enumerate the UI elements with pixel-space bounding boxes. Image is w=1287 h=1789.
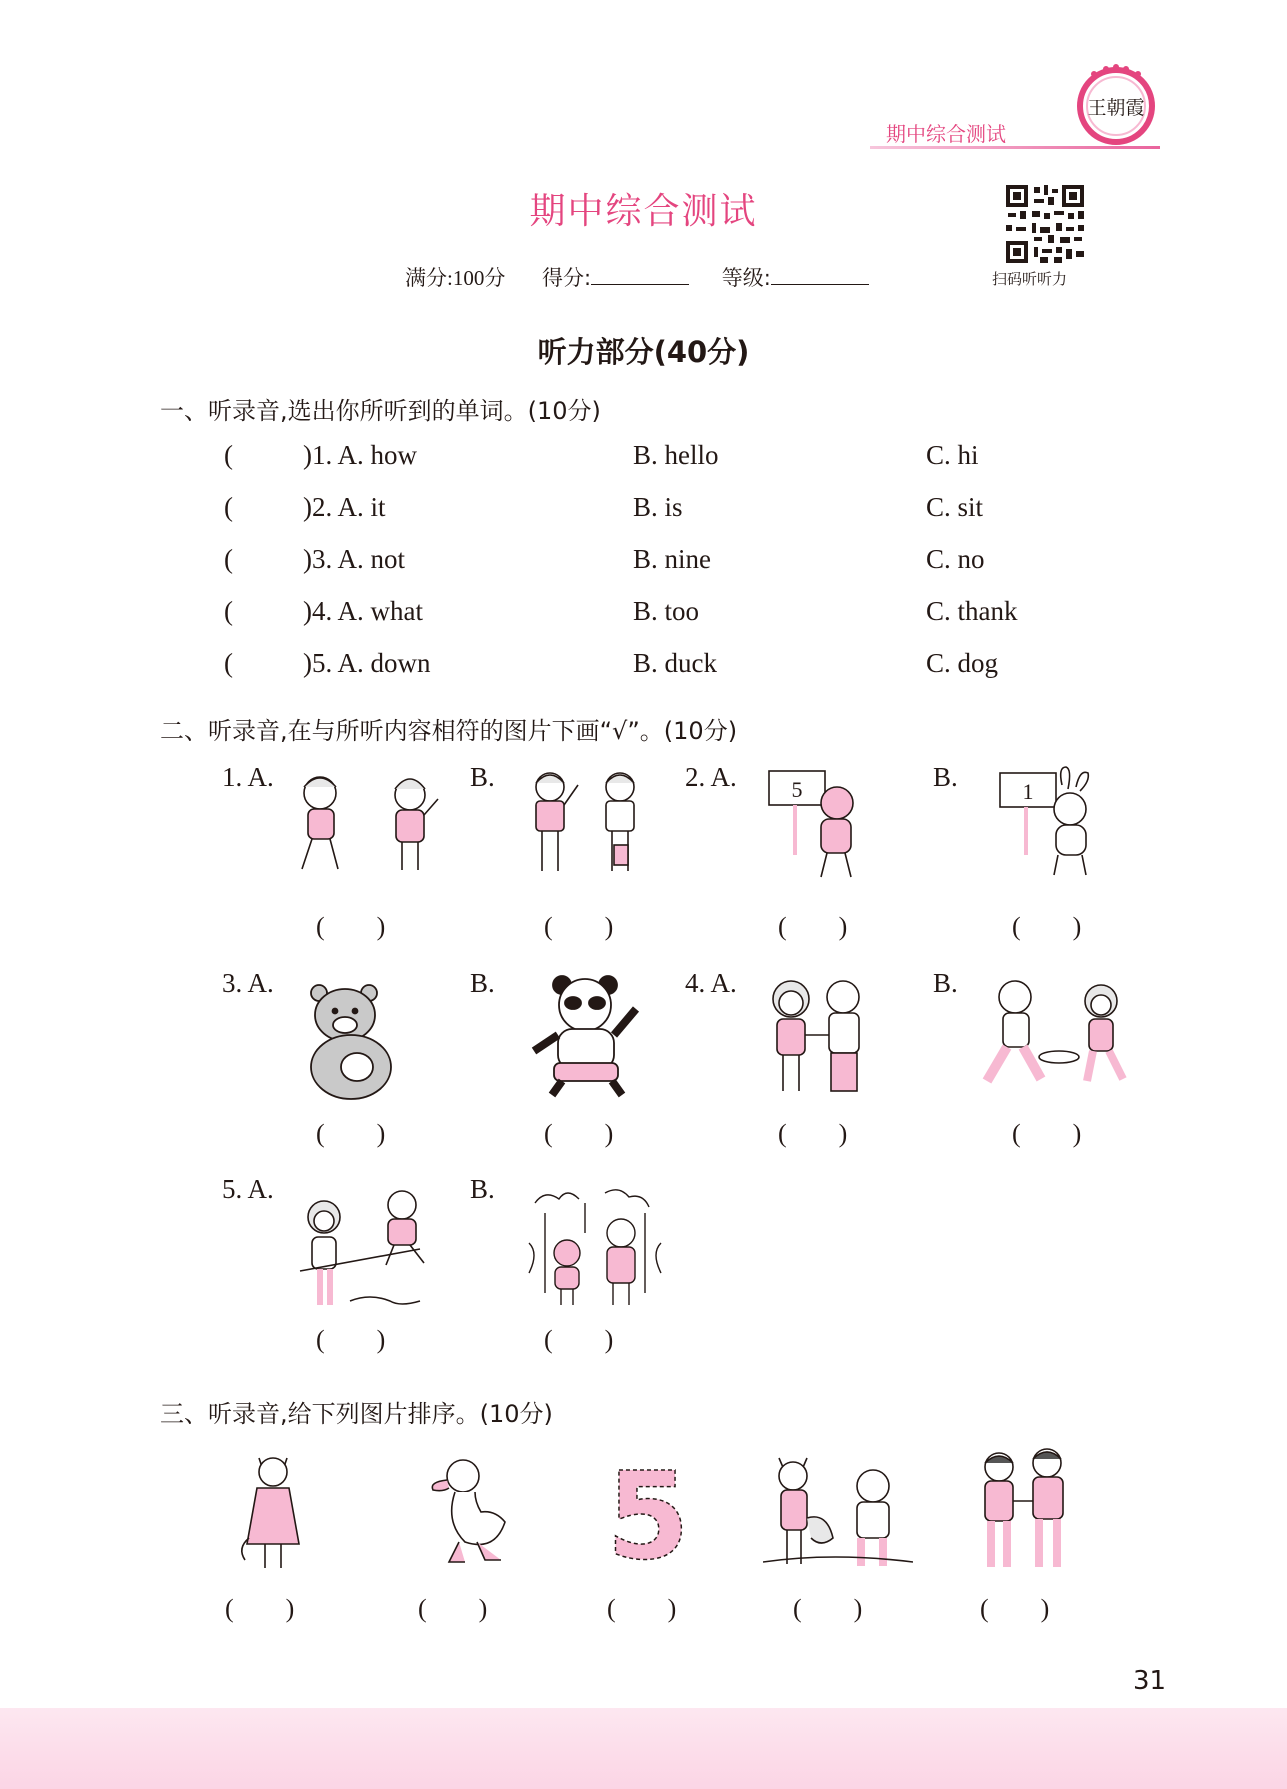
q2-answer-3b[interactable]: ( ) bbox=[544, 1119, 614, 1148]
grade-blank[interactable] bbox=[771, 266, 869, 285]
q1-item-4-option-c: C. thank bbox=[926, 596, 1018, 626]
q2-label-1a: 1. A. bbox=[222, 762, 274, 792]
q3-answer-2[interactable]: ( ) bbox=[418, 1594, 488, 1623]
score-blank[interactable] bbox=[591, 266, 689, 285]
q2-answer-1a[interactable]: ( ) bbox=[316, 912, 386, 941]
q1-heading: 一、听录音,选出你所听到的单词。(10分) bbox=[160, 397, 601, 425]
q2-picture-4b bbox=[975, 975, 1140, 1099]
q1-item-5-paren[interactable]: ( bbox=[224, 648, 233, 678]
grade-label: 等级: bbox=[721, 266, 771, 290]
q1-item-1-option-c: C. hi bbox=[926, 440, 979, 470]
q2-picture-3b bbox=[528, 975, 646, 1104]
q3-big-number: 5 bbox=[608, 1458, 688, 1568]
q2-label-5a: 5. A. bbox=[222, 1174, 274, 1204]
q1-item-2-option-b: B. is bbox=[633, 492, 683, 522]
header-underline bbox=[870, 146, 1160, 149]
score-label: 得分: bbox=[542, 266, 592, 290]
q2-answer-5a[interactable]: ( ) bbox=[316, 1325, 386, 1354]
q2-answer-2b[interactable]: ( ) bbox=[1012, 912, 1082, 941]
q2-label-4b: B. bbox=[933, 968, 958, 998]
q2-picture-2b bbox=[996, 765, 1106, 889]
q1-item-2-paren[interactable]: ( bbox=[224, 492, 233, 522]
q2-answer-1b[interactable]: ( ) bbox=[544, 912, 614, 941]
publisher-logo bbox=[1074, 62, 1158, 146]
q3-picture-cat bbox=[235, 1448, 315, 1577]
section-title: 听力部分(40分) bbox=[537, 335, 750, 369]
q2-answer-3a[interactable]: ( ) bbox=[316, 1119, 386, 1148]
q2-label-4a: 4. A. bbox=[685, 968, 737, 998]
q2-label-2b: B. bbox=[933, 762, 958, 792]
page-number: 31 bbox=[1133, 1666, 1167, 1696]
q2-label-5b: B. bbox=[470, 1174, 495, 1204]
q3-answer-1[interactable]: ( ) bbox=[225, 1594, 295, 1623]
q2-picture-5a bbox=[290, 1183, 440, 1317]
q1-item-2-option-c: C. sit bbox=[926, 492, 984, 522]
q2-picture-3a bbox=[305, 975, 410, 1104]
header-tab-label: 期中综合测试 bbox=[886, 122, 1006, 146]
q1-item-5-option-c: C. dog bbox=[926, 648, 999, 678]
q2-heading: 二、听录音,在与所听内容相符的图片下画“√”。(10分) bbox=[160, 717, 738, 745]
q1-item-5-option-b: B. duck bbox=[633, 648, 717, 678]
q2-picture-2a bbox=[765, 765, 875, 889]
q3-picture-duck bbox=[425, 1448, 510, 1577]
q3-picture-fox-and-bear bbox=[763, 1448, 913, 1577]
q1-item-3-option-c: C. no bbox=[926, 544, 985, 574]
q2-answer-4b[interactable]: ( ) bbox=[1012, 1119, 1082, 1148]
page-title: 期中综合测试 bbox=[529, 191, 758, 232]
q1-item-3-option-a: )3. A. not bbox=[303, 544, 406, 574]
q1-item-1-option-b: B. hello bbox=[633, 440, 719, 470]
q3-answer-5[interactable]: ( ) bbox=[980, 1594, 1050, 1623]
q1-item-4-option-a: )4. A. what bbox=[303, 596, 423, 626]
q2-sign-number-5: 5 bbox=[791, 777, 803, 802]
q2-answer-2a[interactable]: ( ) bbox=[778, 912, 848, 941]
full-score-label: 满分:100分 bbox=[405, 266, 506, 290]
q3-answer-3[interactable]: ( ) bbox=[607, 1594, 677, 1623]
q3-answer-4[interactable]: ( ) bbox=[793, 1594, 863, 1623]
q2-picture-5b bbox=[525, 1183, 665, 1317]
q2-answer-5b[interactable]: ( ) bbox=[544, 1325, 614, 1354]
q1-item-3-paren[interactable]: ( bbox=[224, 544, 233, 574]
q2-label-3a: 3. A. bbox=[222, 968, 274, 998]
q1-item-4-option-b: B. too bbox=[633, 596, 700, 626]
q1-item-1-option-a: )1. A. how bbox=[303, 440, 417, 470]
q1-item-1-paren[interactable]: ( bbox=[224, 440, 233, 470]
q3-picture-number-five bbox=[608, 1458, 688, 1572]
q3-picture-two-men bbox=[975, 1445, 1075, 1579]
q2-label-2a: 2. A. bbox=[685, 762, 737, 792]
q2-answer-4a[interactable]: ( ) bbox=[778, 1119, 848, 1148]
q2-label-1b: B. bbox=[470, 762, 495, 792]
footer-band bbox=[0, 1708, 1287, 1789]
q2-label-3b: B. bbox=[470, 968, 495, 998]
q3-heading: 三、听录音,给下列图片排序。(10分) bbox=[160, 1400, 553, 1428]
q2-sign-number-1: 1 bbox=[1022, 779, 1034, 804]
qr-caption: 扫码听听力 bbox=[992, 270, 1068, 288]
q1-item-4-paren[interactable]: ( bbox=[224, 596, 233, 626]
q2-picture-4a bbox=[765, 975, 875, 1104]
q2-picture-1a bbox=[290, 765, 450, 889]
q2-picture-1b bbox=[520, 765, 650, 889]
q1-item-5-option-a: )5. A. down bbox=[303, 648, 431, 678]
score-line bbox=[405, 262, 869, 292]
q1-item-2-option-a: )2. A. it bbox=[303, 492, 386, 522]
logo-text: 王朝霞 bbox=[1087, 97, 1145, 119]
q1-item-3-option-b: B. nine bbox=[633, 544, 711, 574]
